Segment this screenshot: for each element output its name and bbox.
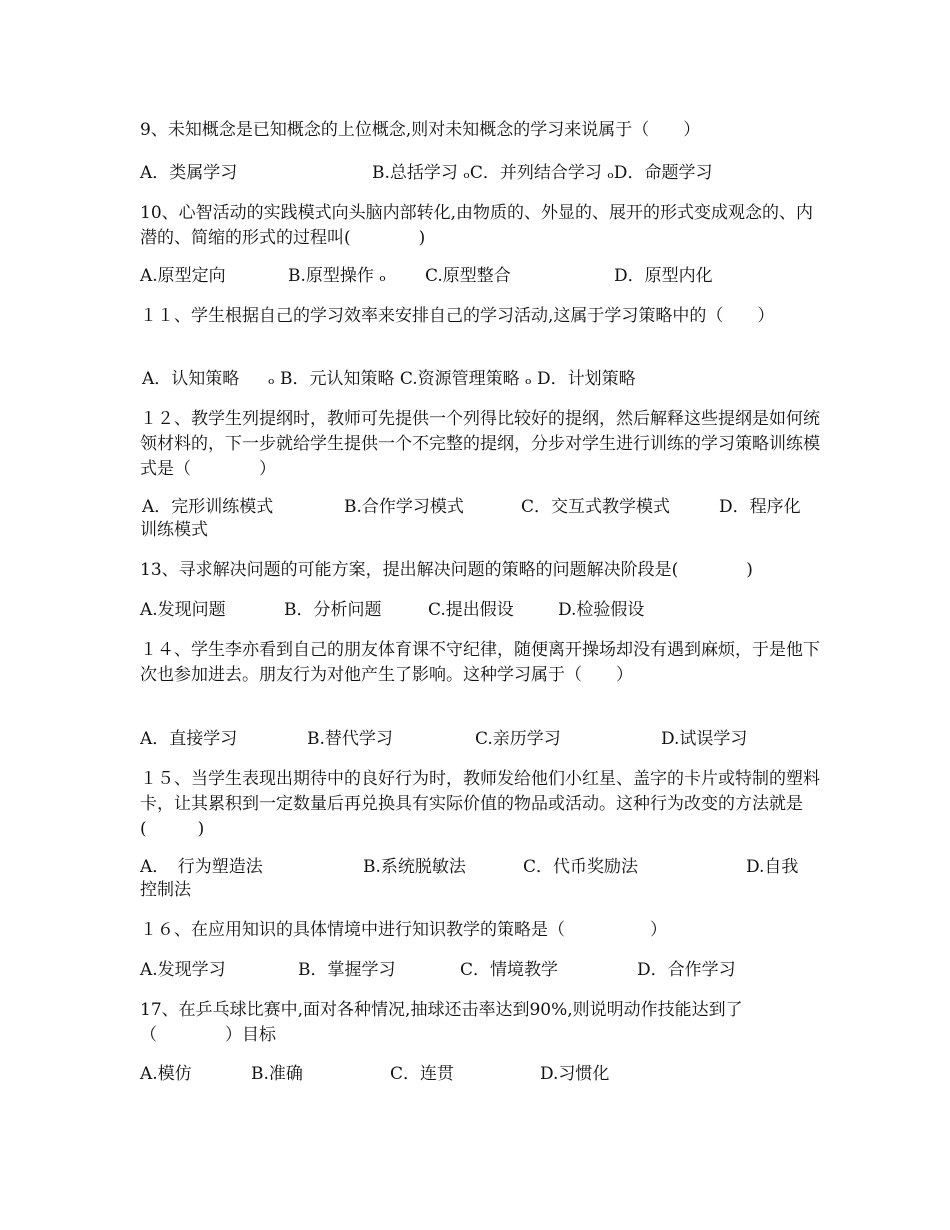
question-10-option-c: C.原型整合 [425,266,511,286]
question-17-option-a: A.模仿 [140,1064,192,1084]
question-13-option-b: B．分析问题 [284,600,382,620]
question-11-option-bcd: ₒ B．元认知策略 C.资源管理策略 ₒ D．计划策略 [268,369,636,389]
question-10-stem: 10、心智活动的实践模式向头脑内部转化,由物质的、外显的、展开的形式变成观念的、内潜的、简缩的形式的过程叫( ) [140,203,814,248]
question-16-option-c: C．情境教学 [460,960,559,980]
question-14-option-b: B.替代学习 [307,729,393,749]
question-14-option-d: D.试误学习 [661,729,748,749]
question-12-option-d: D．程序化 [719,497,801,517]
question-13-stem: 13、寻求解决问题的可能方案，提出解决问题的策略的问题解决阶段是( ) [140,560,753,580]
question-12-option-d-continuation: 训练模式 [140,520,208,540]
question-10-option-a: A.原型定向 [140,266,226,286]
question-15-option-a: A． 行为塑造法 [140,857,263,877]
question-14-option-c: C.亲历学习 [475,729,561,749]
question-17-option-d: D.习惯化 [540,1064,610,1084]
question-16-stem: １６、在应用知识的具体情境中进行知识教学的策略是（ ） [140,920,667,940]
question-15-stem: １５、当学生表现出期待中的良好行为时，教师发给他们小红星、盖字的卡片或特制的塑料卡，让其累积到一定数量后再兑换具有实际价值的物品或活动。这种行为改变的方法就是( ) [140,769,820,839]
question-13-option-d: D.检验假设 [558,600,645,620]
question-13-option-c: C.提出假设 [428,600,514,620]
question-15-option-b: B.系统脱敏法 [363,857,466,877]
question-10-option-b: B.原型操作 ₒ [288,266,386,286]
question-17-option-b: B.准确 [251,1064,303,1084]
question-15-option-c: C．代币奖励法 [523,857,639,877]
question-17-stem: 17、在乒乓球比赛中,面对各种情况,抽球还击率达到90%,则说明动作技能达到了（ ）目标 [140,1000,743,1045]
question-9-option-bcd: B.总括学习 ₒC．并列结合学习 ₒD．命题学习 [372,163,713,183]
question-10-option-d: D．原型内化 [614,266,713,286]
question-11-option-a: A．认知策略 [142,369,240,389]
question-16-option-d: D．合作学习 [637,960,736,980]
question-17-option-c: C．连贯 [390,1064,455,1084]
question-9-stem: 9、未知概念是已知概念的上位概念,则对未知概念的学习来说属于（ ） [140,120,701,140]
question-13-option-a: A.发现问题 [140,600,226,620]
question-12-option-b: B.合作学习模式 [344,497,464,517]
question-12-option-c: C．交互式教学模式 [521,497,671,517]
question-15-option-d: D.自我 [746,857,799,877]
question-14-stem: １４、学生李亦看到自己的朋友体育课不守纪律，随便离开操场却没有遇到麻烦，于是他下次也参加进去。朋友行为对他产生了影响。这种学习属于（ ） [140,640,820,685]
question-15-option-d-continuation: 控制法 [140,880,191,900]
question-14-option-a: A．直接学习 [140,729,238,749]
question-12-stem: １２、教学生列提纲时，教师可先提供一个列得比较好的提纲，然后解释这些提纲是如何统领材料的，下一步就给学生提供一个不完整的提纲，分步对学生进行训练的学习策略训练模式是（ ） [140,409,820,479]
question-16-option-b: B．掌握学习 [298,960,396,980]
question-16-option-a: A.发现学习 [140,960,226,980]
question-11-stem: １１、学生根据自己的学习效率来安排自己的学习活动,这属于学习策略中的（ ） [140,306,775,326]
question-9-option-a: A．类属学习 [140,163,238,183]
question-12-option-a: A．完形训练模式 [142,497,274,517]
